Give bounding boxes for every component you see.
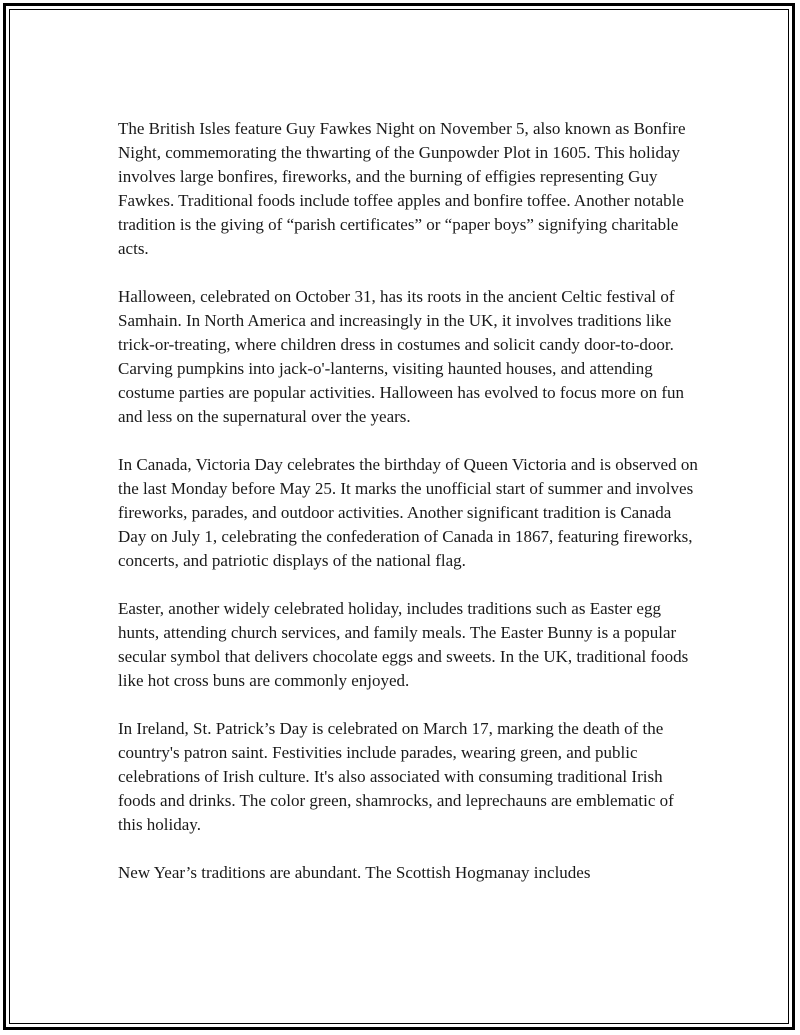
- document-body: [118, 117, 698, 909]
- paragraph-halloween: Halloween, celebrated on October 31, has its roots in the ancient Celtic festival of Samhain. In North America and increasingly in the UK, it involves traditions like trick-or-treating, where children dress in costumes and solicit candy door-to-door. Carving pumpkins into jack-o'-lanterns, visiting haunted houses, and attending costume parties are popular activities. Halloween has evolved to focus more on fun and less on the supernatural over the years.: [118, 287, 685, 426]
- paragraph-canada: In Canada, Victoria Day celebrates the birthday of Queen Victoria and is observed on the last Monday before May 25. It marks the unofficial start of summer and involves fireworks, parades, and outdoor activities. Another significant tradition is Canada Day on July 1, celebrating the confederation of Canada in 1867, featuring fireworks, concerts, and patriotic displays of the national flag.: [118, 455, 698, 570]
- paragraph-guy-fawkes: The British Isles feature Guy Fawkes Night on November 5, also known as Bonfire Night, commemorating the thwarting of the Gunpowder Plot in 1605. This holiday involves large bonfires, fireworks, and the burning of effigies representing Guy Fawkes. Traditional foods include toffee apples and bonfire toffee. Another notable tradition is the giving of “parish certificates” or “paper boys” signifying charitable acts.: [118, 119, 686, 258]
- paragraph-easter: Easter, another widely celebrated holiday, includes traditions such as Easter egg hunts, attending church services, and family meals. The Easter Bunny is a popular secular symbol that delivers chocolate eggs and sweets. In the UK, traditional foods like hot cross buns are commonly enjoyed.: [118, 599, 689, 690]
- paragraph-new-year: New Year’s traditions are abundant. The Scottish Hogmanay includes: [118, 863, 591, 882]
- paragraph-st-patricks: In Ireland, St. Patrick’s Day is celebrated on March 17, marking the death of the country's patron saint. Festivities include parades, wearing green, and public celebrations of Irish culture. It's also associated with consuming traditional Irish foods and drinks. The color green, shamrocks, and leprechauns are emblematic of this holiday.: [118, 719, 674, 834]
